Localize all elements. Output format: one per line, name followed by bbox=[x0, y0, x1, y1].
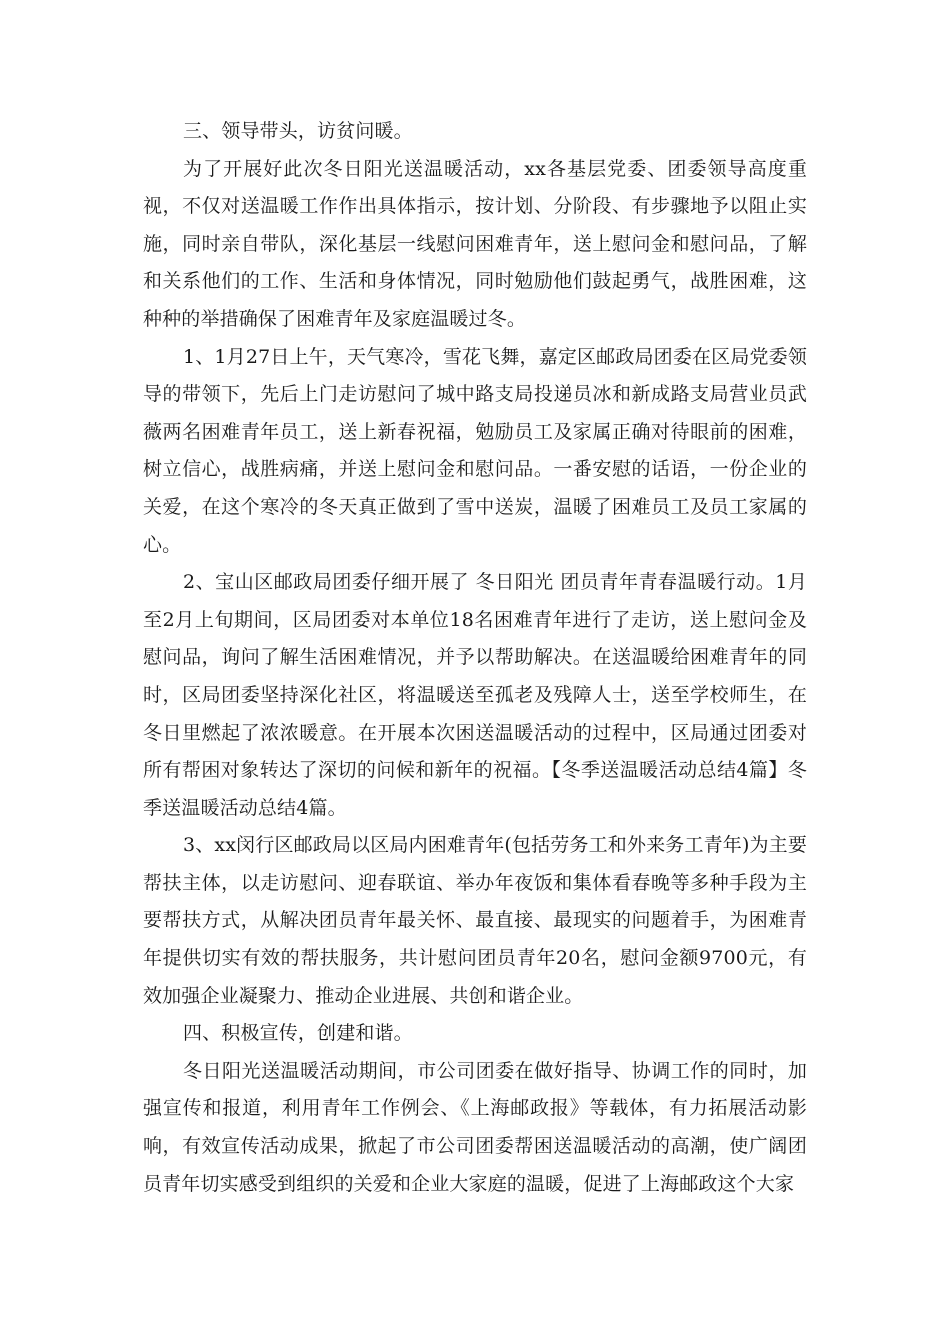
paragraph-intro: 为了开展好此次冬日阳光送温暖活动，xx各基层党委、团委领导高度重视，不仅对送温暖工作作出具体指示，按计划、分阶段、有步骤地予以阻止实施，同时亲自带队，深化基层一线慰问困难青年，送上慰问金和慰问品，了解和关系他们的工作、生活和身体情况，同时勉励他们鼓起勇气，战胜困难，这种种的举措确保了困难青年及家庭温暖过冬。 bbox=[143, 157, 807, 330]
document-body bbox=[143, 113, 807, 1203]
paragraph-item-3: 3、xx闵行区邮政局以区局内困难青年(包括劳务工和外来务工青年)为主要帮扶主体，以走访慰问、迎春联谊、举办年夜饭和集体看春晚等多种手段为主要帮扶方式，从解决团员青年最关怀、最直接、最现实的问题着手，为困难青年提供切实有效的帮扶服务，共计慰问团员青年20名，慰问金额9700元，有效加强企业凝聚力、推动企业进展、共创和谐企业。 bbox=[143, 834, 807, 1007]
section-heading-4: 四、积极宣传，创建和谐。 bbox=[183, 1022, 413, 1045]
section-heading-3: 三、领导带头，访贫问暖。 bbox=[183, 120, 413, 142]
paragraph-item-1: 1、1月27日上午，天气寒冷，雪花飞舞，嘉定区邮政局团委在区局党委领导的带领下，先后上门走访慰问了城中路支局投递员冰和新成路支局营业员武薇两名困难青年员工，送上新春祝福，勉励员工及家属正确对待眼前的困难，树立信心，战胜病痛，并送上慰问金和慰问品。一番安慰的话语，一份企业的关爱，在这个寒冷的冬天真正做到了雪中送炭，温暖了困难员工及员工家属的心。 bbox=[143, 345, 807, 556]
paragraph-item-2: 2、宝山区邮政局团委仔细开展了 冬日阳光 团员青年青春温暖行动。1月至2月上旬期间，区局团委对本单位18名困难青年进行了走访，送上慰问金及慰问品，询问了解生活困难情况，并予以帮助解决。在送温暖给困难青年的同时，区局团委坚持深化社区，将温暖送至孤老及残障人士，送至学校师生，在冬日里燃起了浓浓暖意。在开展本次困送温暖活动的过程中，区局通过团委对所有帮困对象转达了深切的问候和新年的祝福。【冬季送温暖活动总结4篇】冬季送温暖活动总结4篇。 bbox=[143, 571, 807, 819]
paragraph-publicity: 冬日阳光送温暖活动期间，市公司团委在做好指导、协调工作的同时，加强宣传和报道，利用青年工作例会、《上海邮政报》等载体，有力拓展活动影响，有效宣传活动成果，掀起了市公司团委帮困送温暖活动的高潮，使广阔团员青年切实感受到组织的关爱和企业大家庭的温暖，促进了上海邮政这个大家 bbox=[143, 1059, 807, 1195]
